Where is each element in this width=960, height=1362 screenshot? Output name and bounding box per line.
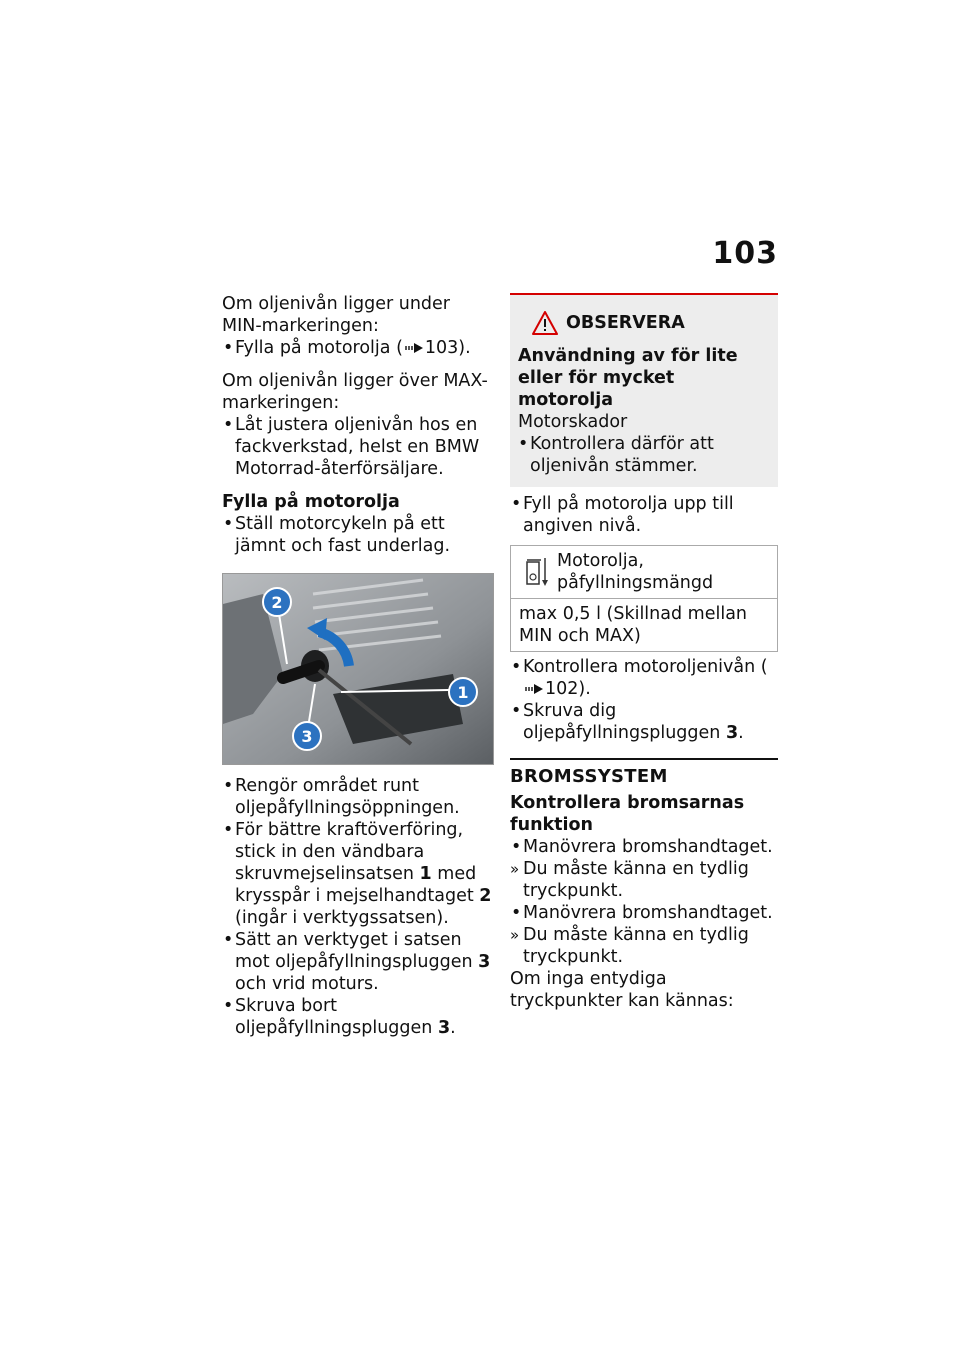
bullet-operate-brake-2: • Manövrera bromshandtaget. [510,902,778,924]
bullet-screw-in-plug [510,700,778,744]
notice-bullet: • Kontrollera därför att oljenivån stämmer. [518,433,768,477]
callout-2 [263,588,291,616]
svg-text:3: 3 [301,727,313,746]
bullet-operate-brake-1: • Manövrera bromshandtaget. [510,836,778,858]
right-column [510,293,778,1012]
notice-title: Användning av för lite eller för mycket motorolja [518,346,738,410]
page-number: 103 [712,236,778,271]
result-pressure-point-2: » Du måste känna en tydlig tryckpunkt. [510,924,778,968]
bullet-text: Skruva dig oljepåfyllningspluggen [523,701,721,743]
svg-text:1: 1 [457,683,469,702]
result-pressure-point-1: » Du måste känna en tydlig tryckpunkt. [510,858,778,902]
callout-3 [293,722,321,750]
bullet-place-bike: • Ställ motorcykeln på ett jämnt och fast underlag. [222,513,494,557]
bullet-text: Fylla på motorolja ( [235,338,403,358]
page-reference[interactable]: 102). [545,679,591,699]
paragraph-max: Om oljenivån ligger över MAX-markeringen: [222,371,488,413]
item-number: 2 [479,886,492,906]
bullet-text: Kontrollera motoroljenivån ( [523,657,768,677]
bullet-fill-to-level: • Fyll på motorolja upp till angiven nivå. [510,493,778,537]
notice-box [510,293,778,487]
spec-header [511,546,777,599]
section-title-brakes: BROMSSYSTEM [510,758,778,788]
bullet-text: För bättre kraftöverföring, stick in den vändbara skruvmejselinsatsen [235,820,464,884]
paragraph-no-pressure: Om inga entydiga tryckpunkter kan kännas: [510,969,734,1011]
bullet-apply-tool [222,929,494,995]
left-column [222,293,494,1039]
bullet-check-level [510,656,778,700]
item-number: 3 [478,952,491,972]
item-number: 1 [419,864,432,884]
spec-label: Motorolja, påfyllningsmängd [557,551,714,593]
item-number: 3 [437,1018,451,1038]
svg-text:2: 2 [271,593,283,612]
notice-label: OBSERVERA [566,313,685,333]
callout-1 [449,678,477,706]
bullet-text: Sätt an verktyget i satsen mot oljepåfyllningspluggen [235,930,473,972]
bullet-text: Skruva bort oljepåfyllningspluggen [235,996,433,1038]
bullet-text: och vrid moturs. [235,974,379,994]
notice-subtitle: Motorskador [518,412,628,432]
bullet-text: med krysspår i mejselhandtaget [235,864,477,906]
notice-header [532,311,768,335]
bullet-text: (ingår i verktygssatsen). [235,908,449,928]
page-reference[interactable]: 103). [424,338,471,358]
heading-fill-oil: Fylla på motorolja [222,492,400,512]
bullet-insert-bit [222,819,494,929]
paragraph-min: Om oljenivån ligger under MIN-markeringen: [222,294,450,336]
spec-table [510,545,778,652]
bullet-fill-oil [222,337,494,359]
item-number: 3 [725,723,739,743]
bullet-adjust-level: • Låt justera oljenivån hos en fackverkstad, helst en BMW Motorrad-återförsäljare. [222,414,494,480]
bullet-unscrew-plug [222,995,494,1039]
bullet-text: . [738,723,744,743]
page-reference-icon [525,684,543,694]
bullet-clean-area: • Rengör området runt oljepåfyllningsöppningen. [222,775,494,819]
oil-can-icon [517,550,557,590]
page-reference-icon [405,343,423,353]
bullet-text: . [450,1018,456,1038]
warning-icon [532,311,558,335]
subsection-title: Kontrollera bromsarnas funktion [510,793,745,835]
engine-oil-filler-photo [222,573,494,765]
spec-value: max 0,5 l (Skillnad mellan MIN och MAX) [519,604,748,646]
